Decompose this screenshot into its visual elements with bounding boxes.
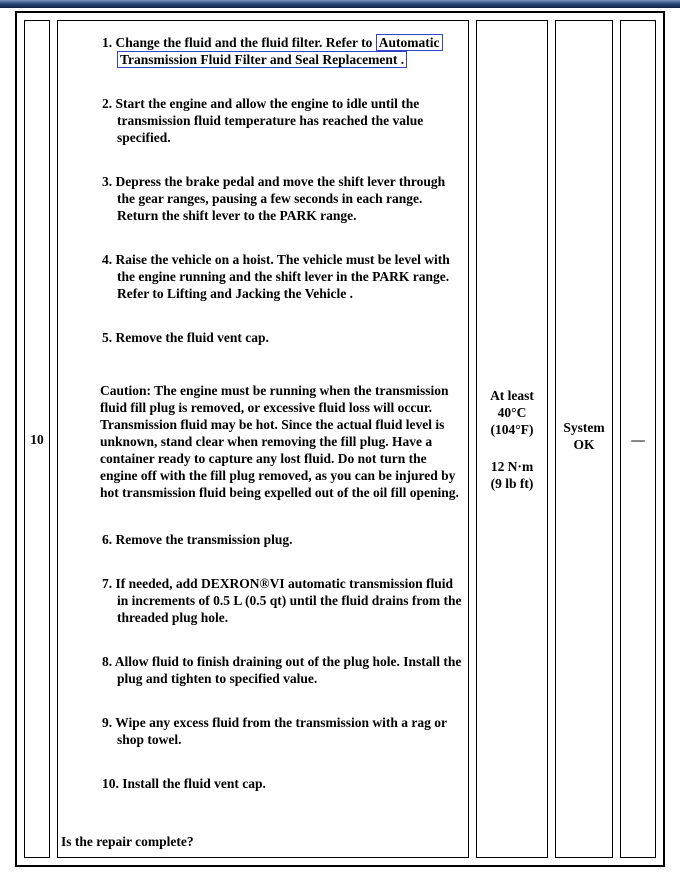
- step-number: 4.: [102, 252, 116, 267]
- system-ok-label: [556, 419, 612, 459]
- caution-text: [100, 382, 464, 501]
- step-item: [102, 251, 464, 302]
- step-item: [102, 329, 464, 346]
- top-window-bar: [0, 0, 680, 8]
- spec-line: System: [563, 420, 605, 435]
- step-number: 10.: [102, 776, 123, 791]
- steps-list: [61, 34, 464, 819]
- step-text: If needed, add DEXRON®VI automatic transmission fluid in increments of 0.5 L (0.5 qt) until the fluid drains from the threaded plug hole.: [115, 576, 462, 625]
- dash-label: —: [631, 431, 645, 447]
- step-text: Depress the brake pedal and move the shift lever through the gear ranges, pausing a few seconds in each range. Return the shift lever to the PARK range.: [115, 174, 446, 223]
- step-text: Raise the vehicle on a hoist. The vehicle must be level with the engine running and the shift lever in the PARK range. Refer to Lifting and Jacking the Vehicle .: [115, 252, 450, 301]
- step-text: Caution: The engine must be running when the transmission fluid fill plug is removed, or excessive fluid loss will occur. Transmission fluid may be hot. Since the actual fluid level is unknown, stand clear when removing the fill plug. Have a container ready to capture any lost fluid. Do not turn the engine off with the fill plug removed, as you can be injured by hot transmission fluid being expelled out of the oil fill opening.: [100, 383, 459, 500]
- step-text: Start the engine and allow the engine to idle until the transmission fluid temperature has reached the value specified.: [115, 96, 424, 145]
- table-row: [24, 20, 656, 858]
- step-number: 9.: [102, 715, 116, 730]
- step-number: 1.: [102, 35, 116, 50]
- step-number: 6.: [102, 532, 116, 547]
- step-number: 7.: [102, 576, 116, 591]
- step-item: [102, 653, 464, 687]
- spec-line: At least: [490, 387, 534, 403]
- step-item: [102, 34, 464, 68]
- step-text: Allow fluid to finish draining out of the plug hole. Install the plug and tighten to specified value.: [114, 654, 462, 686]
- step-number: 8.: [102, 654, 115, 669]
- torque-spec: [477, 458, 547, 492]
- steps-cell: [57, 20, 469, 858]
- step-item: [102, 575, 464, 626]
- spec-line: OK: [573, 437, 595, 452]
- row-number-cell: [24, 20, 50, 858]
- step-text: Change the fluid and the fluid filter. Refer to: [115, 35, 376, 50]
- spec-line: (9 lb ft): [490, 475, 534, 491]
- step-number: 5.: [102, 330, 116, 345]
- steps-cell-inner: [58, 22, 468, 856]
- spec-line: (104°F): [490, 421, 534, 437]
- step-text: Remove the fluid vent cap.: [115, 330, 269, 345]
- spec-cell: [476, 20, 548, 858]
- step-item: [102, 95, 464, 146]
- dash-cell: [620, 20, 656, 858]
- step-text: Install the fluid vent cap.: [122, 776, 266, 791]
- spec-line: 12 N·m: [490, 458, 534, 474]
- temperature-spec: [477, 387, 547, 438]
- reference-link[interactable]: Automatic Transmission Fluid Filter and Seal Replacement .: [117, 34, 443, 68]
- result-cell: [555, 20, 613, 858]
- row-number: 10: [30, 431, 44, 447]
- step-item: [102, 714, 464, 748]
- step-text: Remove the transmission plug.: [115, 532, 293, 547]
- step-text: Wipe any excess fluid from the transmission with a rag or shop towel.: [115, 715, 447, 747]
- repair-complete-question: Is the repair complete?: [61, 834, 194, 849]
- step-item: [102, 173, 464, 224]
- step-number: 2.: [102, 96, 116, 111]
- step-item: [102, 531, 464, 548]
- service-procedure-table: [15, 11, 665, 867]
- spec-line: 40°C: [497, 404, 527, 420]
- step-number: 3.: [102, 174, 116, 189]
- step-item: [102, 775, 464, 792]
